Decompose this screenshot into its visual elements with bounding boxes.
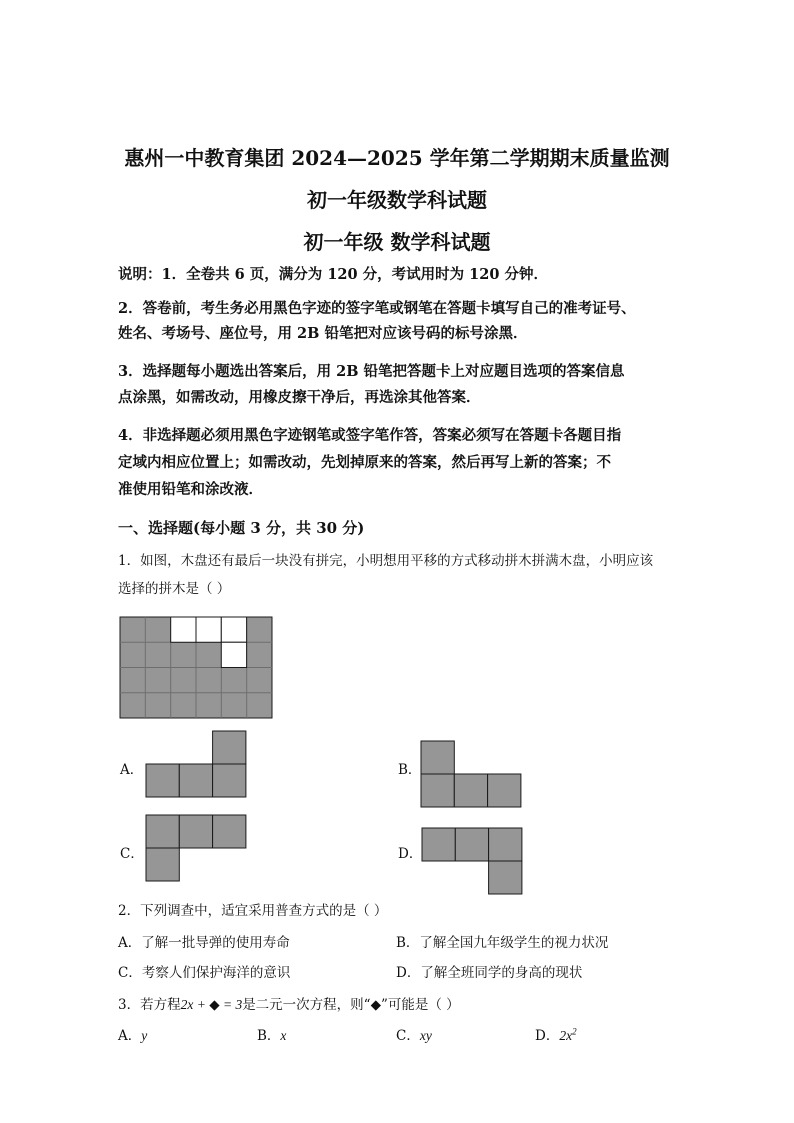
instruction-line: 准使用铅笔和涂改液． — [118, 481, 263, 498]
option-d-piece[interactable] — [422, 828, 522, 894]
section-title: 一、选择题(每小题 3 分，共 30 分) — [118, 519, 365, 537]
option-label: C． — [396, 1028, 420, 1044]
question-3-option-c[interactable] — [396, 1024, 432, 1044]
option-value: x — [280, 1028, 287, 1043]
option-value: xy — [419, 1028, 432, 1043]
option-b-piece[interactable] — [421, 741, 521, 807]
question-1-stem-cont: 选择的拼木是（ ） — [118, 581, 231, 597]
question-3-stem-prefix: 3．若方程 — [118, 997, 181, 1013]
question-2-option-a[interactable]: A．了解一批导弹的使用寿命 — [118, 935, 290, 951]
option-label: B． — [257, 1028, 281, 1044]
option-c-label[interactable]: C． — [120, 846, 144, 862]
question-3-option-b[interactable] — [257, 1024, 286, 1044]
option-c-piece[interactable] — [146, 815, 246, 881]
instruction-line: 3．选择题每小题选出答案后，用 2B 铅笔把答题卡上对应题目选项的答案信息 — [118, 363, 625, 380]
instruction-line: 说明：1．全卷共 6 页，满分为 120 分，考试用时为 120 分钟． — [118, 266, 548, 283]
option-value: 2x — [559, 1028, 573, 1043]
exam-subtitle: 初一年级数学科试题 — [307, 188, 487, 212]
instruction-line: 姓名、考场号、座位号，用 2B 铅笔把对应该号码的标号涂黑． — [118, 325, 528, 342]
instruction-line: 2．答卷前，考生务必用黑色字迹的签字笔或钢笔在答题卡填写自己的准考证号、 — [118, 300, 636, 317]
empty-cell — [171, 617, 196, 642]
question-3-equation: 2x + ◆ = 3 — [180, 997, 243, 1012]
question-3-option-a[interactable] — [118, 1024, 147, 1044]
instruction-line: 点涂黑，如需改动，用橡皮擦干净后，再选涂其他答案． — [118, 389, 481, 406]
puzzle-board-figure — [120, 617, 272, 718]
question-3-stem-suffix: 是二元一次方程，则“◆”可能是（ ） — [242, 997, 460, 1013]
option-label: A． — [118, 1028, 142, 1044]
empty-cell — [221, 642, 246, 667]
option-b-label[interactable]: B． — [398, 762, 422, 778]
question-2-stem: 2．下列调查中，适宜采用普查方式的是（ ） — [118, 903, 388, 919]
question-2-option-b[interactable]: B．了解全国九年级学生的视力状况 — [396, 935, 609, 951]
exam-title: 惠州一中教育集团 2024—2025 学年第二学期期末质量监测 — [124, 146, 670, 170]
option-exponent: 2 — [572, 1026, 577, 1037]
option-label: D． — [535, 1028, 560, 1044]
question-2-option-c[interactable]: C．考察人们保护海洋的意识 — [118, 965, 291, 981]
option-d-label[interactable]: D． — [398, 846, 423, 862]
question-2-option-d[interactable]: D．了解全班同学的身高的现状 — [396, 965, 583, 981]
option-a-piece[interactable] — [146, 731, 246, 797]
option-a-label[interactable]: A． — [120, 762, 144, 778]
option-value: y — [141, 1028, 148, 1043]
empty-cell — [196, 617, 221, 642]
empty-cell — [221, 617, 246, 642]
exam-subtitle-repeat: 初一年级 数学科试题 — [303, 230, 491, 254]
question-3-stem — [118, 993, 460, 1013]
question-3-option-d[interactable] — [535, 1024, 577, 1044]
question-1-stem: 1．如图，木盘还有最后一块没有拼完，小明想用平移的方式移动拼木拼满木盘，小明应该 — [118, 553, 654, 569]
instruction-line: 4．非选择题必须用黑色字迹钢笔或签字笔作答，答案必须写在答题卡各题目指 — [118, 427, 622, 444]
instruction-line: 定域内相应位置上；如需改动，先划掉原来的答案，然后再写上新的答案；不 — [118, 454, 611, 471]
